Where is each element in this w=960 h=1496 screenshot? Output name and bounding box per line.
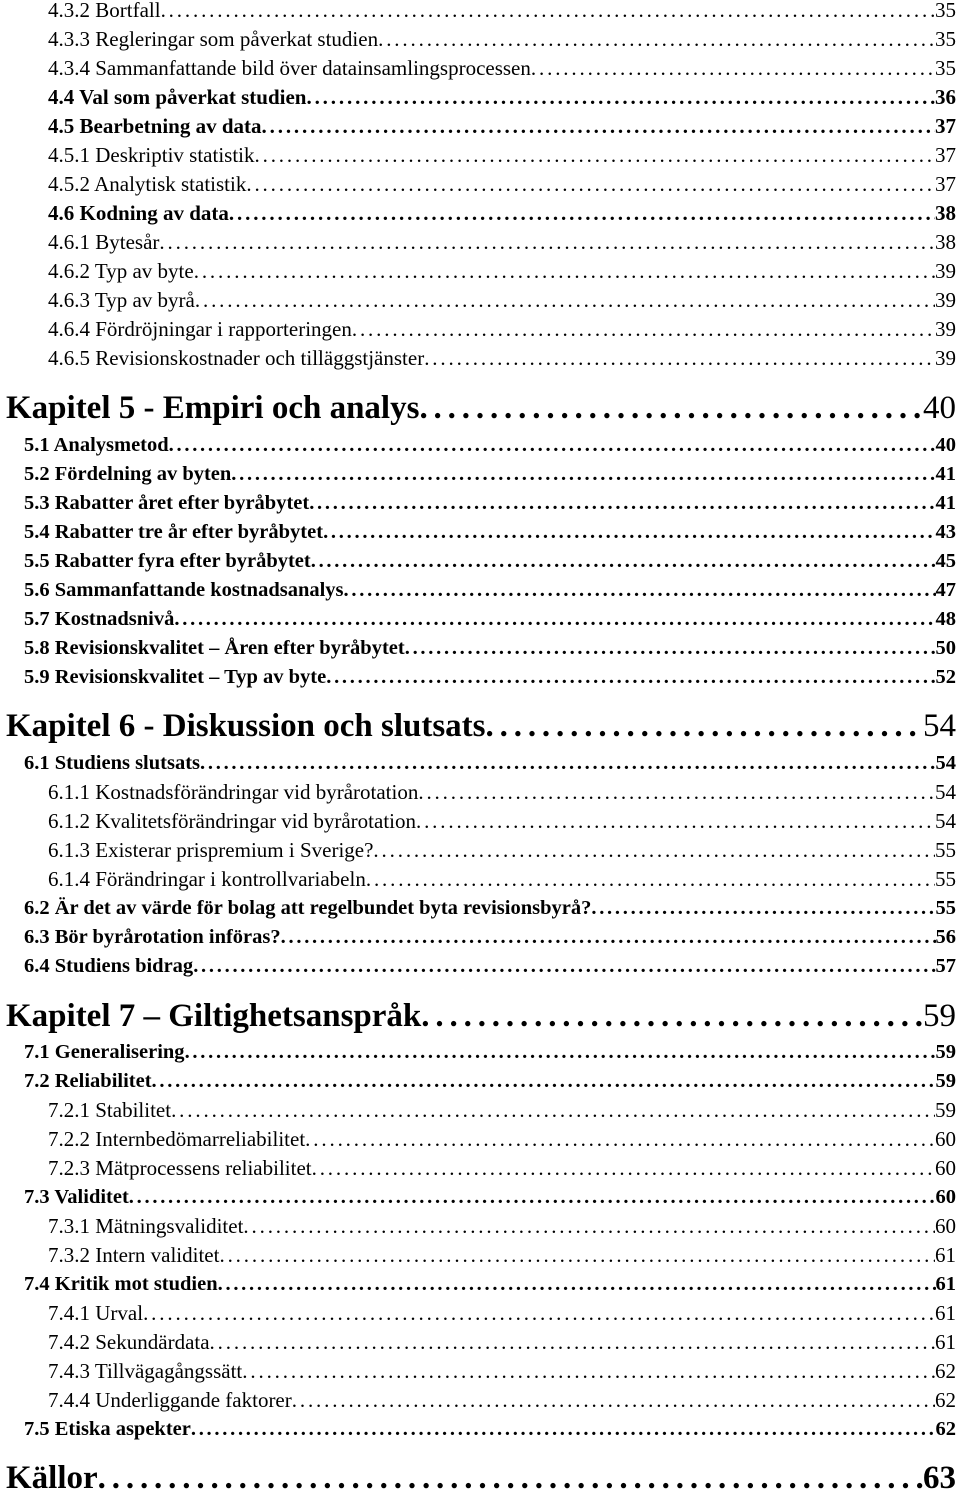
toc-entry-title: 5.1 Analysmetod (24, 434, 169, 456)
toc-entry-title: 5.2 Fördelning av byten (24, 463, 232, 485)
toc-entry[interactable] (0, 1361, 956, 1382)
toc-page-number: 60 (935, 1156, 956, 1180)
toc-page-number: 60 (935, 1214, 956, 1238)
toc-page-number: 60 (935, 1127, 956, 1151)
toc-entry[interactable] (0, 782, 956, 803)
toc-entry-title: 7.2.1 Stabilitet (48, 1098, 172, 1122)
toc-entry[interactable] (0, 1042, 956, 1063)
toc-page-number: 54 (923, 708, 956, 744)
toc-entry[interactable] (0, 1245, 956, 1266)
toc-entry-title: 6.1.2 Kvalitetsförändringar vid byrårotation (48, 809, 416, 833)
toc-dot-leader (311, 551, 936, 572)
toc-entry-title: 5.8 Revisionskvalitet – Åren efter byråbytet (24, 637, 405, 659)
toc-entry[interactable] (0, 493, 956, 514)
toc-entry[interactable] (0, 29, 956, 50)
toc-entry-title: 4.6.5 Revisionskostnader och tilläggstjänster (48, 346, 425, 370)
toc-page-number: 37 (935, 172, 956, 196)
toc-dot-leader (418, 782, 935, 803)
toc-dot-leader (352, 319, 935, 340)
toc-entry-title: 7.1 Generalisering (24, 1041, 185, 1063)
toc-entry-title: 4.5.2 Analytisk statistik (48, 172, 247, 196)
toc-entry-title: 7.2.3 Mätprocessens reliabilitet (48, 1156, 312, 1180)
toc-entry[interactable] (0, 753, 956, 774)
toc-entry[interactable] (0, 290, 956, 311)
toc-dot-leader (405, 638, 936, 659)
toc-entry-title: 4.6.1 Bytesår (48, 230, 160, 254)
toc-entry[interactable] (0, 927, 956, 948)
toc-page-number: 54 (935, 752, 956, 774)
toc-entry-title: 6.4 Studiens bidrag (24, 955, 194, 977)
toc-page-number: 57 (935, 955, 956, 977)
toc-entry[interactable] (0, 869, 956, 890)
toc-page-number: 55 (935, 838, 956, 862)
toc-entry-title: Kapitel 6 - Diskussion och slutsats (6, 708, 486, 744)
toc-entry[interactable] (0, 116, 956, 137)
toc-page-number: 62 (935, 1388, 956, 1412)
toc-entry[interactable] (0, 174, 956, 195)
toc-page-number: 59 (923, 998, 956, 1034)
toc-page-number: 52 (935, 666, 956, 688)
toc-dot-leader (305, 1129, 935, 1150)
toc-dot-leader (143, 1303, 935, 1324)
toc-page-number: 37 (935, 114, 956, 138)
toc-entry-title: 4.5 Bearbetning av data (48, 114, 262, 138)
toc-entry-title: 4.6 Kodning av data (48, 201, 229, 225)
toc-page-number: 54 (935, 809, 956, 833)
toc-entry[interactable] (0, 638, 956, 659)
toc-page-number: 40 (923, 390, 956, 426)
toc-dot-leader (191, 1419, 936, 1440)
toc-entry-title: 4.3.2 Bortfall (48, 0, 161, 22)
toc-entry[interactable] (0, 1419, 956, 1440)
toc-dot-leader (129, 1187, 936, 1208)
toc-page-number: 61 (935, 1330, 956, 1354)
toc-dot-leader (292, 1390, 935, 1411)
toc-entry[interactable] (0, 58, 956, 79)
toc-entry-title: 6.2 Är det av värde för bolag att regelbundet byta revisionsbyrå? (24, 897, 592, 919)
toc-dot-leader (255, 145, 936, 166)
toc-page-number: 39 (935, 259, 956, 283)
toc-entry[interactable] (0, 609, 956, 630)
toc-entry[interactable] (0, 0, 956, 21)
toc-dot-leader (246, 174, 935, 195)
toc-dot-leader (421, 1000, 923, 1033)
toc-page-number: 41 (935, 492, 956, 514)
toc-entry-title: 7.4 Kritik mot studien (24, 1273, 218, 1295)
toc-entry-title: 4.5.1 Deskriptiv statistik (48, 143, 255, 167)
toc-dot-leader (242, 1361, 935, 1382)
toc-entry-title: 4.4 Val som påverkat studien (48, 85, 307, 109)
toc-page-number: 39 (935, 317, 956, 341)
toc-dot-leader (373, 840, 935, 861)
toc-entry-title: Källor (6, 1460, 98, 1496)
toc-entry-title: 5.9 Revisionskvalitet – Typ av byte (24, 666, 327, 688)
toc-page-number: 35 (935, 0, 956, 22)
toc-page-number: 61 (935, 1243, 956, 1267)
toc-page-number: 35 (935, 56, 956, 80)
toc-page-number: 61 (935, 1273, 956, 1295)
toc-page-number: 56 (935, 926, 956, 948)
toc-page-number: 59 (935, 1041, 956, 1063)
toc-page-number: 43 (935, 521, 956, 543)
toc-entry-title: 6.1.4 Förändringar i kontrollvariabeln (48, 867, 366, 891)
toc-entry[interactable] (0, 464, 956, 485)
toc-page-number: 35 (935, 27, 956, 51)
toc-dot-leader (194, 261, 935, 282)
toc-entry-title: 4.3.4 Sammanfattande bild över datainsamlingsprocessen (48, 56, 531, 80)
toc-dot-leader (326, 667, 935, 688)
toc-entry-title: 7.4.1 Urval (48, 1301, 144, 1325)
toc-dot-leader (306, 87, 935, 108)
toc-page-number: 59 (935, 1070, 956, 1092)
toc-page-number: 62 (935, 1359, 956, 1383)
toc-dot-leader (161, 0, 935, 21)
toc-entry[interactable] (0, 898, 956, 919)
toc-dot-leader (152, 1071, 936, 1092)
toc-chapter-entry[interactable] (0, 710, 956, 743)
toc-page-number: 48 (935, 608, 956, 630)
toc-entry[interactable] (0, 811, 956, 832)
toc-entry-title: 6.1.1 Kostnadsförändringar vid byrårotation (48, 780, 419, 804)
toc-entry[interactable] (0, 435, 956, 456)
toc-entry-title: 7.4.4 Underliggande faktorer (48, 1388, 292, 1412)
toc-entry-title: Kapitel 5 - Empiri och analys (6, 390, 420, 426)
toc-entry-title: 4.6.4 Fördröjningar i rapporteringen (48, 317, 352, 341)
toc-page-number: 55 (935, 897, 956, 919)
toc-dot-leader (243, 1216, 935, 1237)
toc-entry[interactable] (0, 956, 956, 977)
toc-dot-leader (312, 1158, 935, 1179)
toc-page-number: 54 (935, 780, 956, 804)
toc-chapter-entry[interactable] (0, 1462, 956, 1495)
toc-entry-title: 7.5 Etiska aspekter (24, 1418, 191, 1440)
toc-entry-title: 4.6.3 Typ av byrå (48, 288, 195, 312)
toc-entry[interactable] (0, 319, 956, 340)
toc-entry[interactable] (0, 667, 956, 688)
toc-dot-leader (219, 1245, 935, 1266)
toc-entry-title: 7.4.2 Sekundärdata (48, 1330, 210, 1354)
toc-dot-leader (200, 753, 935, 774)
toc-entry[interactable] (0, 1071, 956, 1092)
toc-page-number: 38 (935, 230, 956, 254)
toc-page-number: 40 (935, 434, 956, 456)
toc-entry-title: 7.3.2 Intern validitet (48, 1243, 220, 1267)
toc-dot-leader (171, 1100, 935, 1121)
toc-entry-title: 5.3 Rabatter året efter byråbytet (24, 492, 310, 514)
toc-dot-leader (185, 1042, 936, 1063)
toc-entry[interactable] (0, 840, 956, 861)
toc-page-number: 36 (935, 85, 956, 109)
toc-entry-title: 5.4 Rabatter tre år efter byråbytet (24, 521, 324, 543)
toc-page-number: 38 (935, 201, 956, 225)
toc-dot-leader (193, 956, 935, 977)
toc-dot-leader (174, 609, 935, 630)
toc-entry-title: 5.7 Kostnadsnivå (24, 608, 175, 630)
toc-entry-title: 4.3.3 Regleringar som påverkat studien (48, 27, 379, 51)
toc-chapter-entry[interactable] (0, 392, 956, 425)
toc-dot-leader (378, 29, 935, 50)
toc-page-number: 39 (935, 346, 956, 370)
toc-entry[interactable] (0, 1187, 956, 1208)
toc-entry[interactable] (0, 145, 956, 166)
toc-page-number: 47 (935, 579, 956, 601)
toc-entry[interactable] (0, 1158, 956, 1179)
toc-entry[interactable] (0, 1303, 956, 1324)
toc-entry-title: 6.1 Studiens slutsats (24, 752, 201, 774)
toc-dot-leader (416, 811, 935, 832)
toc-page-number: 41 (935, 463, 956, 485)
toc-page-number: 62 (935, 1418, 956, 1440)
toc-dot-leader (309, 493, 935, 514)
toc-dot-leader (531, 58, 935, 79)
toc-entry[interactable] (0, 1100, 956, 1121)
toc-dot-leader (159, 232, 935, 253)
toc-entry[interactable] (0, 232, 956, 253)
toc-page-number: 39 (935, 288, 956, 312)
toc-entry-title: 7.2.2 Internbedömarreliabilitet (48, 1127, 306, 1151)
toc-entry-title: 4.6.2 Typ av byte (48, 259, 194, 283)
toc-entry-title: 5.5 Rabatter fyra efter byråbytet (24, 550, 311, 572)
toc-entry[interactable] (0, 1216, 956, 1237)
toc-dot-leader (591, 898, 935, 919)
toc-page-number: 45 (935, 550, 956, 572)
toc-dot-leader (195, 290, 935, 311)
toc-entry-title: 5.6 Sammanfattande kostnadsanalys (24, 579, 344, 601)
toc-dot-leader (98, 1462, 923, 1495)
toc-entry[interactable] (0, 580, 956, 601)
toc-entry[interactable] (0, 1390, 956, 1411)
toc-entry-title: 6.1.3 Existerar prispremium i Sverige? (48, 838, 374, 862)
toc-page-number: 50 (935, 637, 956, 659)
toc-page-number: 60 (935, 1186, 956, 1208)
toc-dot-leader (486, 710, 923, 743)
toc-page-number: 61 (935, 1301, 956, 1325)
toc-entry[interactable] (0, 203, 956, 224)
toc-entry[interactable] (0, 522, 956, 543)
toc-dot-leader (169, 435, 936, 456)
toc-page-number: 55 (935, 867, 956, 891)
toc-entry[interactable] (0, 261, 956, 282)
toc-entry-title: 6.3 Bör byrårotation införas? (24, 926, 281, 948)
toc-dot-leader (231, 464, 935, 485)
toc-entry[interactable] (0, 551, 956, 572)
toc-entry-title: 7.4.3 Tillvägagångssätt (48, 1359, 243, 1383)
toc-dot-leader (218, 1274, 936, 1295)
toc-page-number: 37 (935, 143, 956, 167)
toc-page-number: 59 (935, 1098, 956, 1122)
toc-dot-leader (419, 392, 923, 425)
toc-dot-leader (229, 203, 935, 224)
toc-entry[interactable] (0, 1274, 956, 1295)
toc-entry[interactable] (0, 87, 956, 108)
toc-dot-leader (281, 927, 936, 948)
toc-entry-title: 7.3 Validitet (24, 1186, 129, 1208)
toc-dot-leader (262, 116, 935, 137)
toc-dot-leader (424, 348, 935, 369)
toc-page-number: 63 (923, 1460, 956, 1496)
toc-entry[interactable] (0, 1129, 956, 1150)
toc-dot-leader (344, 580, 936, 601)
toc-entry[interactable] (0, 348, 956, 369)
toc-entry-title: 7.2 Reliabilitet (24, 1070, 152, 1092)
toc-entry[interactable] (0, 1332, 956, 1353)
toc-chapter-entry[interactable] (0, 1000, 956, 1033)
toc-entry-title: 7.3.1 Mätningsvaliditet (48, 1214, 244, 1238)
toc-dot-leader (323, 522, 935, 543)
toc-dot-leader (366, 869, 935, 890)
toc-dot-leader (210, 1332, 935, 1353)
toc-entry-title: Kapitel 7 – Giltighetsanspråk (6, 998, 422, 1034)
